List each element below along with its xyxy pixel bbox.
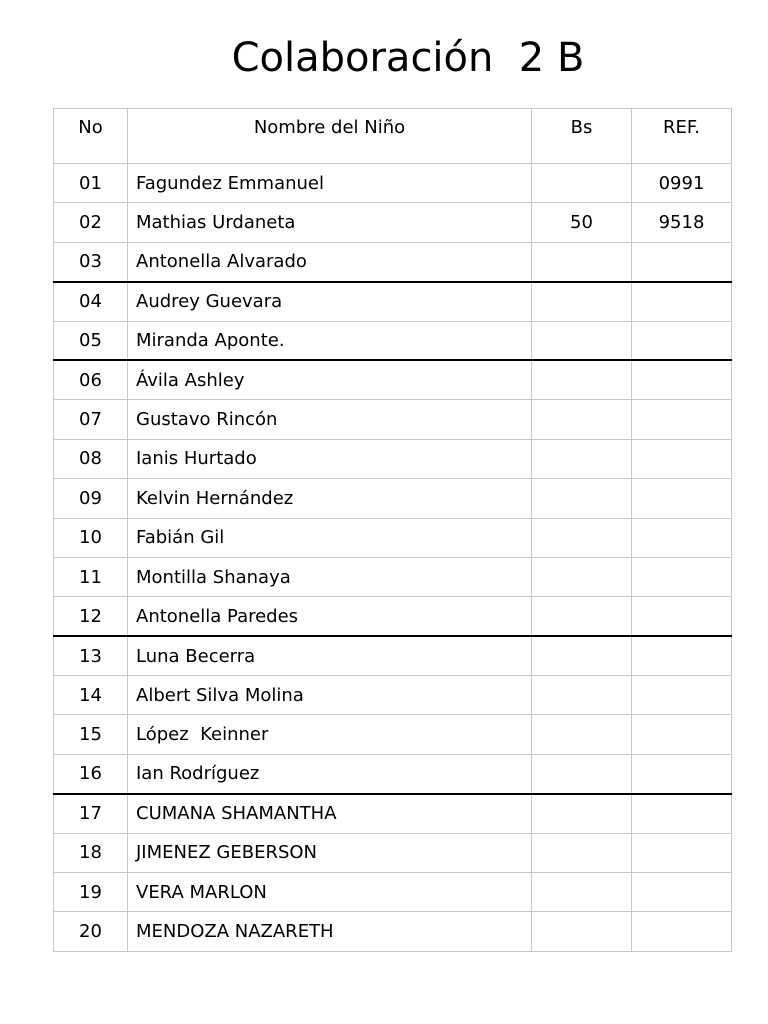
row-number: 10 xyxy=(54,518,128,557)
table-row xyxy=(54,400,732,439)
row-number: 07 xyxy=(54,400,128,439)
reference xyxy=(632,400,732,439)
amount-bs xyxy=(532,479,632,518)
table-row xyxy=(54,242,732,281)
table-row xyxy=(54,439,732,478)
amount-bs: 50 xyxy=(532,203,632,242)
child-name: Gustavo Rincón xyxy=(128,400,532,439)
row-number: 20 xyxy=(54,912,128,951)
child-name: Ávila Ashley xyxy=(128,360,532,399)
child-name: JIMENEZ GEBERSON xyxy=(128,833,532,872)
reference xyxy=(632,715,732,754)
row-number: 18 xyxy=(54,833,128,872)
child-name: Ianis Hurtado xyxy=(128,439,532,478)
amount-bs xyxy=(532,794,632,833)
row-number: 09 xyxy=(54,479,128,518)
reference xyxy=(632,754,732,793)
row-number: 12 xyxy=(54,597,128,636)
reference xyxy=(632,321,732,360)
header-bs: Bs xyxy=(532,109,632,164)
table-row xyxy=(54,203,732,242)
table-row xyxy=(54,676,732,715)
table-row xyxy=(54,479,732,518)
collaboration-table xyxy=(53,108,732,952)
table-row xyxy=(54,912,732,951)
table-row xyxy=(54,597,732,636)
table-header-row xyxy=(54,109,732,164)
child-name: Audrey Guevara xyxy=(128,282,532,321)
amount-bs xyxy=(532,754,632,793)
child-name: Albert Silva Molina xyxy=(128,676,532,715)
reference xyxy=(632,479,732,518)
row-number: 08 xyxy=(54,439,128,478)
reference xyxy=(632,833,732,872)
row-number: 14 xyxy=(54,676,128,715)
amount-bs xyxy=(532,833,632,872)
reference xyxy=(632,242,732,281)
table-row xyxy=(54,557,732,596)
table-row xyxy=(54,518,732,557)
amount-bs xyxy=(532,242,632,281)
table-row xyxy=(54,833,732,872)
reference xyxy=(632,794,732,833)
child-name: Luna Becerra xyxy=(128,636,532,675)
row-number: 16 xyxy=(54,754,128,793)
amount-bs xyxy=(532,518,632,557)
reference xyxy=(632,873,732,912)
child-name: VERA MARLON xyxy=(128,873,532,912)
table-row xyxy=(54,636,732,675)
child-name: Fagundez Emmanuel xyxy=(128,164,532,203)
header-no: No xyxy=(54,109,128,164)
amount-bs xyxy=(532,400,632,439)
child-name: López Keinner xyxy=(128,715,532,754)
reference xyxy=(632,636,732,675)
table-row xyxy=(54,164,732,203)
table-row xyxy=(54,282,732,321)
table-row xyxy=(54,794,732,833)
child-name: MENDOZA NAZARETH xyxy=(128,912,532,951)
row-number: 11 xyxy=(54,557,128,596)
amount-bs xyxy=(532,360,632,399)
table-row xyxy=(54,360,732,399)
child-name: Ian Rodríguez xyxy=(128,754,532,793)
row-number: 19 xyxy=(54,873,128,912)
amount-bs xyxy=(532,164,632,203)
reference xyxy=(632,518,732,557)
amount-bs xyxy=(532,282,632,321)
child-name: Kelvin Hernández xyxy=(128,479,532,518)
reference xyxy=(632,282,732,321)
page-title: Colaboración 2 B xyxy=(231,35,585,81)
row-number: 04 xyxy=(54,282,128,321)
table-row xyxy=(54,873,732,912)
reference xyxy=(632,912,732,951)
child-name: Miranda Aponte. xyxy=(128,321,532,360)
row-number: 13 xyxy=(54,636,128,675)
reference: 0991 xyxy=(632,164,732,203)
amount-bs xyxy=(532,321,632,360)
reference xyxy=(632,360,732,399)
amount-bs xyxy=(532,597,632,636)
header-ref: REF. xyxy=(632,109,732,164)
amount-bs xyxy=(532,715,632,754)
row-number: 17 xyxy=(54,794,128,833)
child-name: Antonella Alvarado xyxy=(128,242,532,281)
child-name: Mathias Urdaneta xyxy=(128,203,532,242)
amount-bs xyxy=(532,873,632,912)
child-name: Antonella Paredes xyxy=(128,597,532,636)
header-name: Nombre del Niño xyxy=(128,109,532,164)
amount-bs xyxy=(532,912,632,951)
row-number: 03 xyxy=(54,242,128,281)
amount-bs xyxy=(532,636,632,675)
row-number: 05 xyxy=(54,321,128,360)
amount-bs xyxy=(532,557,632,596)
row-number: 15 xyxy=(54,715,128,754)
reference xyxy=(632,439,732,478)
table-row xyxy=(54,754,732,793)
reference xyxy=(632,597,732,636)
reference: 9518 xyxy=(632,203,732,242)
row-number: 02 xyxy=(54,203,128,242)
reference xyxy=(632,557,732,596)
amount-bs xyxy=(532,439,632,478)
row-number: 01 xyxy=(54,164,128,203)
table-row xyxy=(54,321,732,360)
child-name: Montilla Shanaya xyxy=(128,557,532,596)
amount-bs xyxy=(532,676,632,715)
child-name: CUMANA SHAMANTHA xyxy=(128,794,532,833)
reference xyxy=(632,676,732,715)
table-row xyxy=(54,715,732,754)
child-name: Fabián Gil xyxy=(128,518,532,557)
row-number: 06 xyxy=(54,360,128,399)
